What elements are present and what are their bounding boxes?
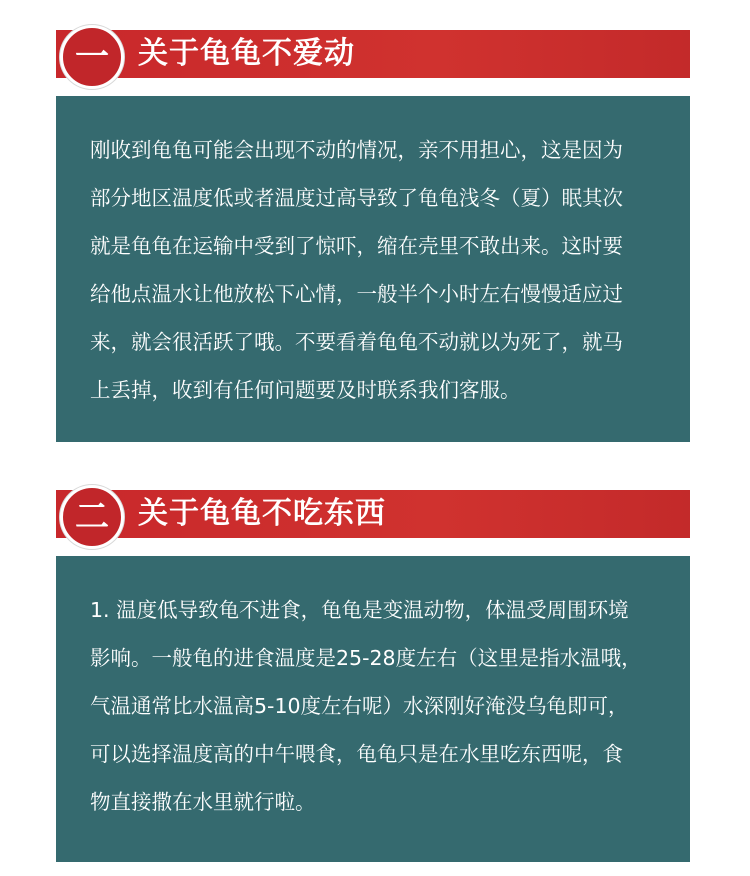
section-1-line-5: 来，就会很活跃了哦。不要看着龟龟不动就以为死了，就马 (90, 330, 623, 354)
section-2-line-5: 物直接撒在水里就行啦。 (90, 790, 316, 814)
section-1-line-4: 给他点温水让他放松下心情，一般半个小时左右慢慢适应过 (90, 282, 623, 306)
section-1-line-2: 部分地区温度低或者温度过高导致了龟龟浅冬（夏）眠其次 (90, 186, 623, 210)
section-1-line-3: 就是龟龟在运输中受到了惊吓，缩在壳里不敢出来。这时要 (90, 234, 623, 258)
section-2-number-badge: 二 (60, 485, 124, 549)
section-2-line-3: 气温通常比水温高5-10度左右呢）水深刚好淹没乌龟即可， (90, 694, 629, 718)
section-1-header (56, 30, 690, 78)
section-2-line-2: 影响。一般龟的进食温度是25-28度左右（这里是指水温哦， (90, 646, 642, 670)
section-2-header (56, 490, 690, 538)
section-1-content (56, 96, 690, 442)
section-2-line-4: 可以选择温度高的中午喂食，龟龟只是在水里吃东西呢，食 (90, 742, 623, 766)
section-1-number-badge: 一 (60, 25, 124, 89)
section-2-content (56, 556, 690, 862)
section-2-line-1: 1. 温度低导致龟不进食，龟龟是变温动物，体温受周围环境 (90, 598, 629, 622)
section-1-line-6: 上丢掉，收到有任何问题要及时联系我们客服。 (90, 378, 521, 402)
section-1-line-1: 刚收到龟龟可能会出现不动的情况，亲不用担心，这是因为 (90, 138, 623, 162)
section-2-title: 关于龟龟不吃东西 (138, 496, 386, 531)
section-1-title: 关于龟龟不爱动 (138, 36, 355, 71)
